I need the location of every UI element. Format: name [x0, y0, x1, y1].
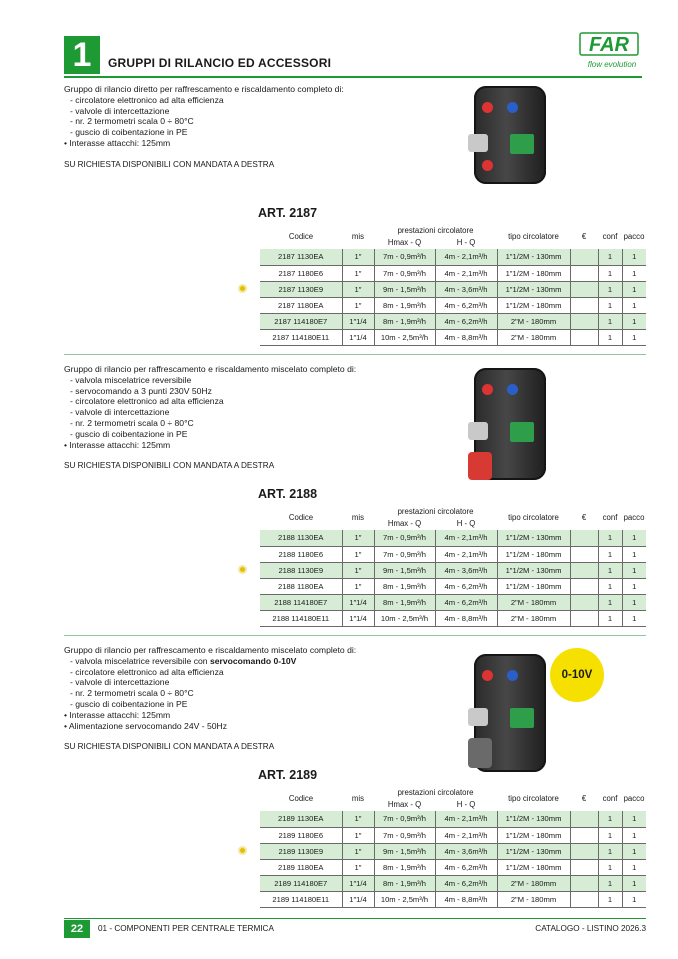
- table-cell: 2188 114180E11: [260, 610, 342, 626]
- table-cell: 1″: [342, 843, 374, 859]
- col-hq: H - Q: [456, 238, 476, 247]
- table-row: [258, 562, 646, 578]
- table-cell: 1"1/2M - 180mm: [497, 265, 570, 281]
- table-row: [258, 546, 646, 562]
- table-cell: 2"M - 180mm: [497, 594, 570, 610]
- table-cell: 1"1/2M - 130mm: [497, 811, 570, 827]
- table-cell: 4m - 6,2m³/h: [435, 313, 497, 329]
- table-row: [258, 875, 646, 891]
- table-cell: 2"M - 180mm: [497, 610, 570, 626]
- col-tipo: tipo circolatore: [508, 232, 559, 241]
- col-conf: conf: [602, 232, 618, 241]
- table-cell: 1: [622, 313, 646, 329]
- col-hmax: Hmax - Q: [387, 238, 422, 247]
- table-cell: 2189 1180E6: [260, 827, 342, 843]
- col-hq: H - Q: [456, 519, 476, 528]
- section-3-item: - guscio di coibentazione in PE: [70, 698, 188, 709]
- product-image-2187: [474, 86, 546, 184]
- section-divider: [64, 354, 646, 355]
- section-3-item: • Alimentazione servocomando 24V - 50Hz: [64, 720, 228, 731]
- table-cell: 1″: [342, 578, 374, 594]
- table-cell: 1: [622, 530, 646, 546]
- table-cell: 2188 1180EA: [260, 578, 342, 594]
- section-2-item: - valvola miscelatrice reversibile: [70, 374, 192, 385]
- section-1-item: - guscio di coibentazione in PE: [70, 127, 188, 138]
- table-cell: 7m - 0,9m³/h: [374, 546, 435, 562]
- page-title: GRUPPI DI RILANCIO ED ACCESSORI: [108, 56, 332, 70]
- section-2-item: - circolatore elettronico ad alta efficienza: [70, 396, 224, 407]
- new-badge-icon: [240, 848, 245, 853]
- article-title-2188: ART. 2188: [258, 487, 318, 501]
- table-cell: 4m - 6,2m³/h: [435, 578, 497, 594]
- section-1-item: - nr. 2 termometri scala 0 ÷ 80°C: [70, 116, 194, 127]
- table-cell: 2"M - 180mm: [497, 329, 570, 345]
- table-cell: 1″: [342, 562, 374, 578]
- table-cell: 1"1/2M - 180mm: [497, 859, 570, 875]
- section-1-item: - valvole di intercettazione: [70, 105, 170, 116]
- table-cell: 9m - 1,5m³/h: [374, 562, 435, 578]
- section-2-intro: Gruppo di rilancio per raffrescamento e riscaldamento miscelato completo di:: [64, 364, 357, 374]
- table-cell: 2189 1180EA: [260, 859, 342, 875]
- table-cell: 1: [622, 265, 646, 281]
- price-table-2189: [258, 786, 646, 908]
- col-hmax: Hmax - Q: [387, 519, 422, 528]
- table-cell: 2"M - 180mm: [497, 891, 570, 907]
- table-cell: 1: [598, 594, 622, 610]
- table-cell: 7m - 0,9m³/h: [374, 811, 435, 827]
- table-row: [258, 843, 646, 859]
- table-cell: 1: [598, 546, 622, 562]
- table-cell: 2188 1130EA: [260, 530, 342, 546]
- table-cell: 1: [622, 891, 646, 907]
- new-badge-icon: [240, 286, 245, 291]
- table-cell: 4m - 2,1m³/h: [435, 811, 497, 827]
- table-cell: 4m - 6,2m³/h: [435, 859, 497, 875]
- table-cell: 2188 1130E9: [260, 562, 342, 578]
- table-row: [258, 329, 646, 345]
- col-mis: mis: [351, 513, 365, 522]
- table-cell: 4m - 2,1m³/h: [435, 265, 497, 281]
- table-cell: 2187 1130EA: [260, 249, 342, 265]
- table-cell: 1: [622, 843, 646, 859]
- table-cell: 1″: [342, 281, 374, 297]
- table-cell: 1: [622, 811, 646, 827]
- table-row: [258, 610, 646, 626]
- col-pacco: pacco: [623, 794, 645, 803]
- table-cell: 1"1/2M - 180mm: [497, 297, 570, 313]
- table-cell: 8m - 1,9m³/h: [374, 594, 435, 610]
- section-3-note: SU RICHIESTA DISPONIBILI CON MANDATA A DESTRA: [64, 742, 275, 751]
- table-cell: 1: [622, 546, 646, 562]
- table-cell: 2187 1180E6: [260, 265, 342, 281]
- table-cell: 2"M - 180mm: [497, 875, 570, 891]
- table-cell: 1: [598, 249, 622, 265]
- article-title-2187: ART. 2187: [258, 206, 318, 220]
- table-cell: 4m - 2,1m³/h: [435, 827, 497, 843]
- section-1-intro: Gruppo di rilancio diretto per raffrescamento e riscaldamento completo di:: [64, 84, 344, 94]
- section-2-item: - guscio di coibentazione in PE: [70, 428, 188, 439]
- table-cell: 7m - 0,9m³/h: [374, 530, 435, 546]
- section-3-intro: Gruppo di rilancio per raffrescamento e riscaldamento miscelato completo di:: [64, 645, 357, 655]
- table-cell: 1: [622, 827, 646, 843]
- price-table-2187: [258, 224, 646, 346]
- table-cell: 1"1/2M - 180mm: [497, 546, 570, 562]
- table-cell: 4m - 3,6m³/h: [435, 562, 497, 578]
- table-cell: 1: [622, 578, 646, 594]
- section-2-item: • Interasse attacchi: 125mm: [64, 439, 171, 450]
- table-cell: 1: [598, 530, 622, 546]
- section-2-item: - nr. 2 termometri scala 0 ÷ 80°C: [70, 417, 194, 428]
- table-cell: 2189 114180E11: [260, 891, 342, 907]
- table-cell: 9m - 1,5m³/h: [374, 843, 435, 859]
- table-cell: 4m - 6,2m³/h: [435, 875, 497, 891]
- product-image-2189: [474, 654, 546, 772]
- section-3-description: [64, 645, 356, 731]
- table-cell: 1″: [342, 530, 374, 546]
- table-cell: 2188 1180E6: [260, 546, 342, 562]
- table-cell: 1″: [342, 265, 374, 281]
- table-cell: 8m - 1,9m³/h: [374, 875, 435, 891]
- col-euro: €: [581, 794, 587, 803]
- table-cell: 1"1/2M - 180mm: [497, 578, 570, 594]
- table-cell: 2187 114180E11: [260, 329, 342, 345]
- section-1-note: SU RICHIESTA DISPONIBILI CON MANDATA A DESTRA: [64, 160, 275, 169]
- header-divider: [64, 76, 642, 78]
- table-cell: 1″: [342, 811, 374, 827]
- table-cell: 1: [598, 859, 622, 875]
- table-cell: 1″1/4: [342, 329, 374, 345]
- table-cell: 4m - 3,6m³/h: [435, 281, 497, 297]
- table-cell: 2189 1130E9: [260, 843, 342, 859]
- table-cell: 4m - 8,8m³/h: [435, 610, 497, 626]
- section-1-item: • Interasse attacchi: 125mm: [64, 137, 171, 148]
- section-3-item: - valvola miscelatrice reversibile con servocomando 0-10V: [70, 655, 297, 666]
- table-cell: 4m - 2,1m³/h: [435, 546, 497, 562]
- col-tipo: tipo circolatore: [508, 794, 559, 803]
- price-table-2188: [258, 505, 646, 627]
- logo-tagline: flow evolution: [587, 60, 637, 69]
- table-cell: 1″: [342, 249, 374, 265]
- col-euro: €: [581, 513, 587, 522]
- table-cell: 4m - 2,1m³/h: [435, 249, 497, 265]
- table-cell: 1: [598, 281, 622, 297]
- table-cell: 2"M - 180mm: [497, 313, 570, 329]
- footer-divider: [64, 918, 646, 919]
- table-cell: 4m - 2,1m³/h: [435, 530, 497, 546]
- table-cell: 9m - 1,5m³/h: [374, 281, 435, 297]
- table-row: [258, 811, 646, 827]
- table-row: [258, 313, 646, 329]
- footer-section: 01 - COMPONENTI PER CENTRALE TERMICA: [98, 924, 274, 933]
- col-conf: conf: [602, 513, 618, 522]
- section-3-item: - circolatore elettronico ad alta efficienza: [70, 666, 224, 677]
- table-cell: 1: [622, 859, 646, 875]
- section-divider: [64, 635, 646, 636]
- table-cell: 1: [622, 297, 646, 313]
- col-codice: Codice: [288, 232, 314, 241]
- footer-catalog: CATALOGO - LISTINO 2026.3: [535, 924, 646, 933]
- table-cell: 1: [598, 297, 622, 313]
- table-row: [258, 859, 646, 875]
- table-cell: 1: [598, 811, 622, 827]
- logo-text: FAR: [589, 34, 629, 56]
- section-3-item: - valvole di intercettazione: [70, 677, 170, 688]
- col-mis: mis: [351, 232, 365, 241]
- section-2-note: SU RICHIESTA DISPONIBILI CON MANDATA A DESTRA: [64, 461, 275, 470]
- table-cell: 2187 114180E7: [260, 313, 342, 329]
- table-cell: 1"1/2M - 130mm: [497, 562, 570, 578]
- table-cell: 4m - 8,8m³/h: [435, 891, 497, 907]
- table-cell: 1″: [342, 297, 374, 313]
- table-row: [258, 891, 646, 907]
- table-cell: 1"1/2M - 130mm: [497, 281, 570, 297]
- section-2-item: - valvole di intercettazione: [70, 407, 170, 418]
- table-row: [258, 827, 646, 843]
- table-cell: 1: [622, 249, 646, 265]
- badge-0-10v: 0-10V: [550, 648, 604, 702]
- table-cell: 8m - 1,9m³/h: [374, 297, 435, 313]
- table-cell: 2188 114180E7: [260, 594, 342, 610]
- table-cell: 1"1/2M - 130mm: [497, 843, 570, 859]
- col-euro: €: [581, 232, 587, 241]
- page-number: 22: [64, 920, 90, 938]
- col-prestazioni: prestazioni circolatore: [397, 506, 474, 516]
- table-cell: 10m - 2,5m³/h: [374, 610, 435, 626]
- table-cell: 8m - 1,9m³/h: [374, 859, 435, 875]
- table-cell: 1: [598, 562, 622, 578]
- col-mis: mis: [351, 794, 365, 803]
- col-conf: conf: [602, 794, 618, 803]
- table-cell: 2187 1130E9: [260, 281, 342, 297]
- table-cell: 1″1/4: [342, 594, 374, 610]
- table-row: [258, 530, 646, 546]
- section-1-description: [64, 84, 344, 149]
- table-cell: 1″: [342, 859, 374, 875]
- table-cell: 1"1/2M - 130mm: [497, 249, 570, 265]
- table-cell: 1: [598, 313, 622, 329]
- col-pacco: pacco: [623, 513, 645, 522]
- table-cell: 1″1/4: [342, 313, 374, 329]
- col-prestazioni: prestazioni circolatore: [397, 225, 474, 235]
- table-cell: 1: [622, 875, 646, 891]
- table-cell: 4m - 3,6m³/h: [435, 843, 497, 859]
- table-cell: 10m - 2,5m³/h: [374, 329, 435, 345]
- table-row: [258, 265, 646, 281]
- far-logo: [576, 30, 642, 70]
- table-cell: 1: [622, 610, 646, 626]
- table-cell: 1″: [342, 827, 374, 843]
- table-cell: 7m - 0,9m³/h: [374, 265, 435, 281]
- table-cell: 7m - 0,9m³/h: [374, 827, 435, 843]
- table-cell: 4m - 6,2m³/h: [435, 594, 497, 610]
- product-image-2188: [474, 368, 546, 480]
- table-cell: 2187 1180EA: [260, 297, 342, 313]
- table-cell: 7m - 0,9m³/h: [374, 249, 435, 265]
- table-row: [258, 578, 646, 594]
- table-cell: 4m - 8,8m³/h: [435, 329, 497, 345]
- new-badge-icon: [240, 567, 245, 572]
- table-cell: 1: [622, 329, 646, 345]
- table-cell: 8m - 1,9m³/h: [374, 578, 435, 594]
- col-pacco: pacco: [623, 232, 645, 241]
- table-cell: 1: [598, 265, 622, 281]
- table-cell: 1″1/4: [342, 610, 374, 626]
- col-prestazioni: prestazioni circolatore: [397, 787, 474, 797]
- table-cell: 2189 114180E7: [260, 875, 342, 891]
- section-3-item: - nr. 2 termometri scala 0 ÷ 80°C: [70, 688, 194, 699]
- table-cell: 1: [598, 891, 622, 907]
- table-cell: 1: [598, 875, 622, 891]
- table-cell: 10m - 2,5m³/h: [374, 891, 435, 907]
- col-codice: Codice: [288, 794, 314, 803]
- table-cell: 2189 1130EA: [260, 811, 342, 827]
- table-cell: 1: [598, 329, 622, 345]
- table-cell: 1"1/2M - 180mm: [497, 827, 570, 843]
- table-cell: 1: [598, 843, 622, 859]
- col-hq: H - Q: [456, 800, 476, 809]
- table-cell: 1″: [342, 546, 374, 562]
- col-hmax: Hmax - Q: [387, 800, 422, 809]
- table-cell: 1″1/4: [342, 891, 374, 907]
- table-cell: 1: [598, 827, 622, 843]
- section-1-item: - circolatore elettronico ad alta efficienza: [70, 94, 224, 105]
- table-cell: 1: [598, 578, 622, 594]
- table-cell: 4m - 6,2m³/h: [435, 297, 497, 313]
- table-row: [258, 281, 646, 297]
- table-cell: 1: [622, 594, 646, 610]
- col-tipo: tipo circolatore: [508, 513, 559, 522]
- table-cell: 1: [622, 281, 646, 297]
- article-title-2189: ART. 2189: [258, 768, 318, 782]
- table-row: [258, 297, 646, 313]
- table-cell: 1″1/4: [342, 875, 374, 891]
- table-cell: 1"1/2M - 130mm: [497, 530, 570, 546]
- section-2-item: - servocomando a 3 punti 230V 50Hz: [70, 385, 212, 396]
- table-cell: 1: [622, 562, 646, 578]
- table-row: [258, 249, 646, 265]
- col-codice: Codice: [288, 513, 314, 522]
- section-2-description: [64, 364, 356, 450]
- section-3-item: • Interasse attacchi: 125mm: [64, 709, 171, 720]
- chapter-number: 1: [64, 36, 100, 74]
- table-cell: 8m - 1,9m³/h: [374, 313, 435, 329]
- table-cell: 1: [598, 610, 622, 626]
- table-row: [258, 594, 646, 610]
